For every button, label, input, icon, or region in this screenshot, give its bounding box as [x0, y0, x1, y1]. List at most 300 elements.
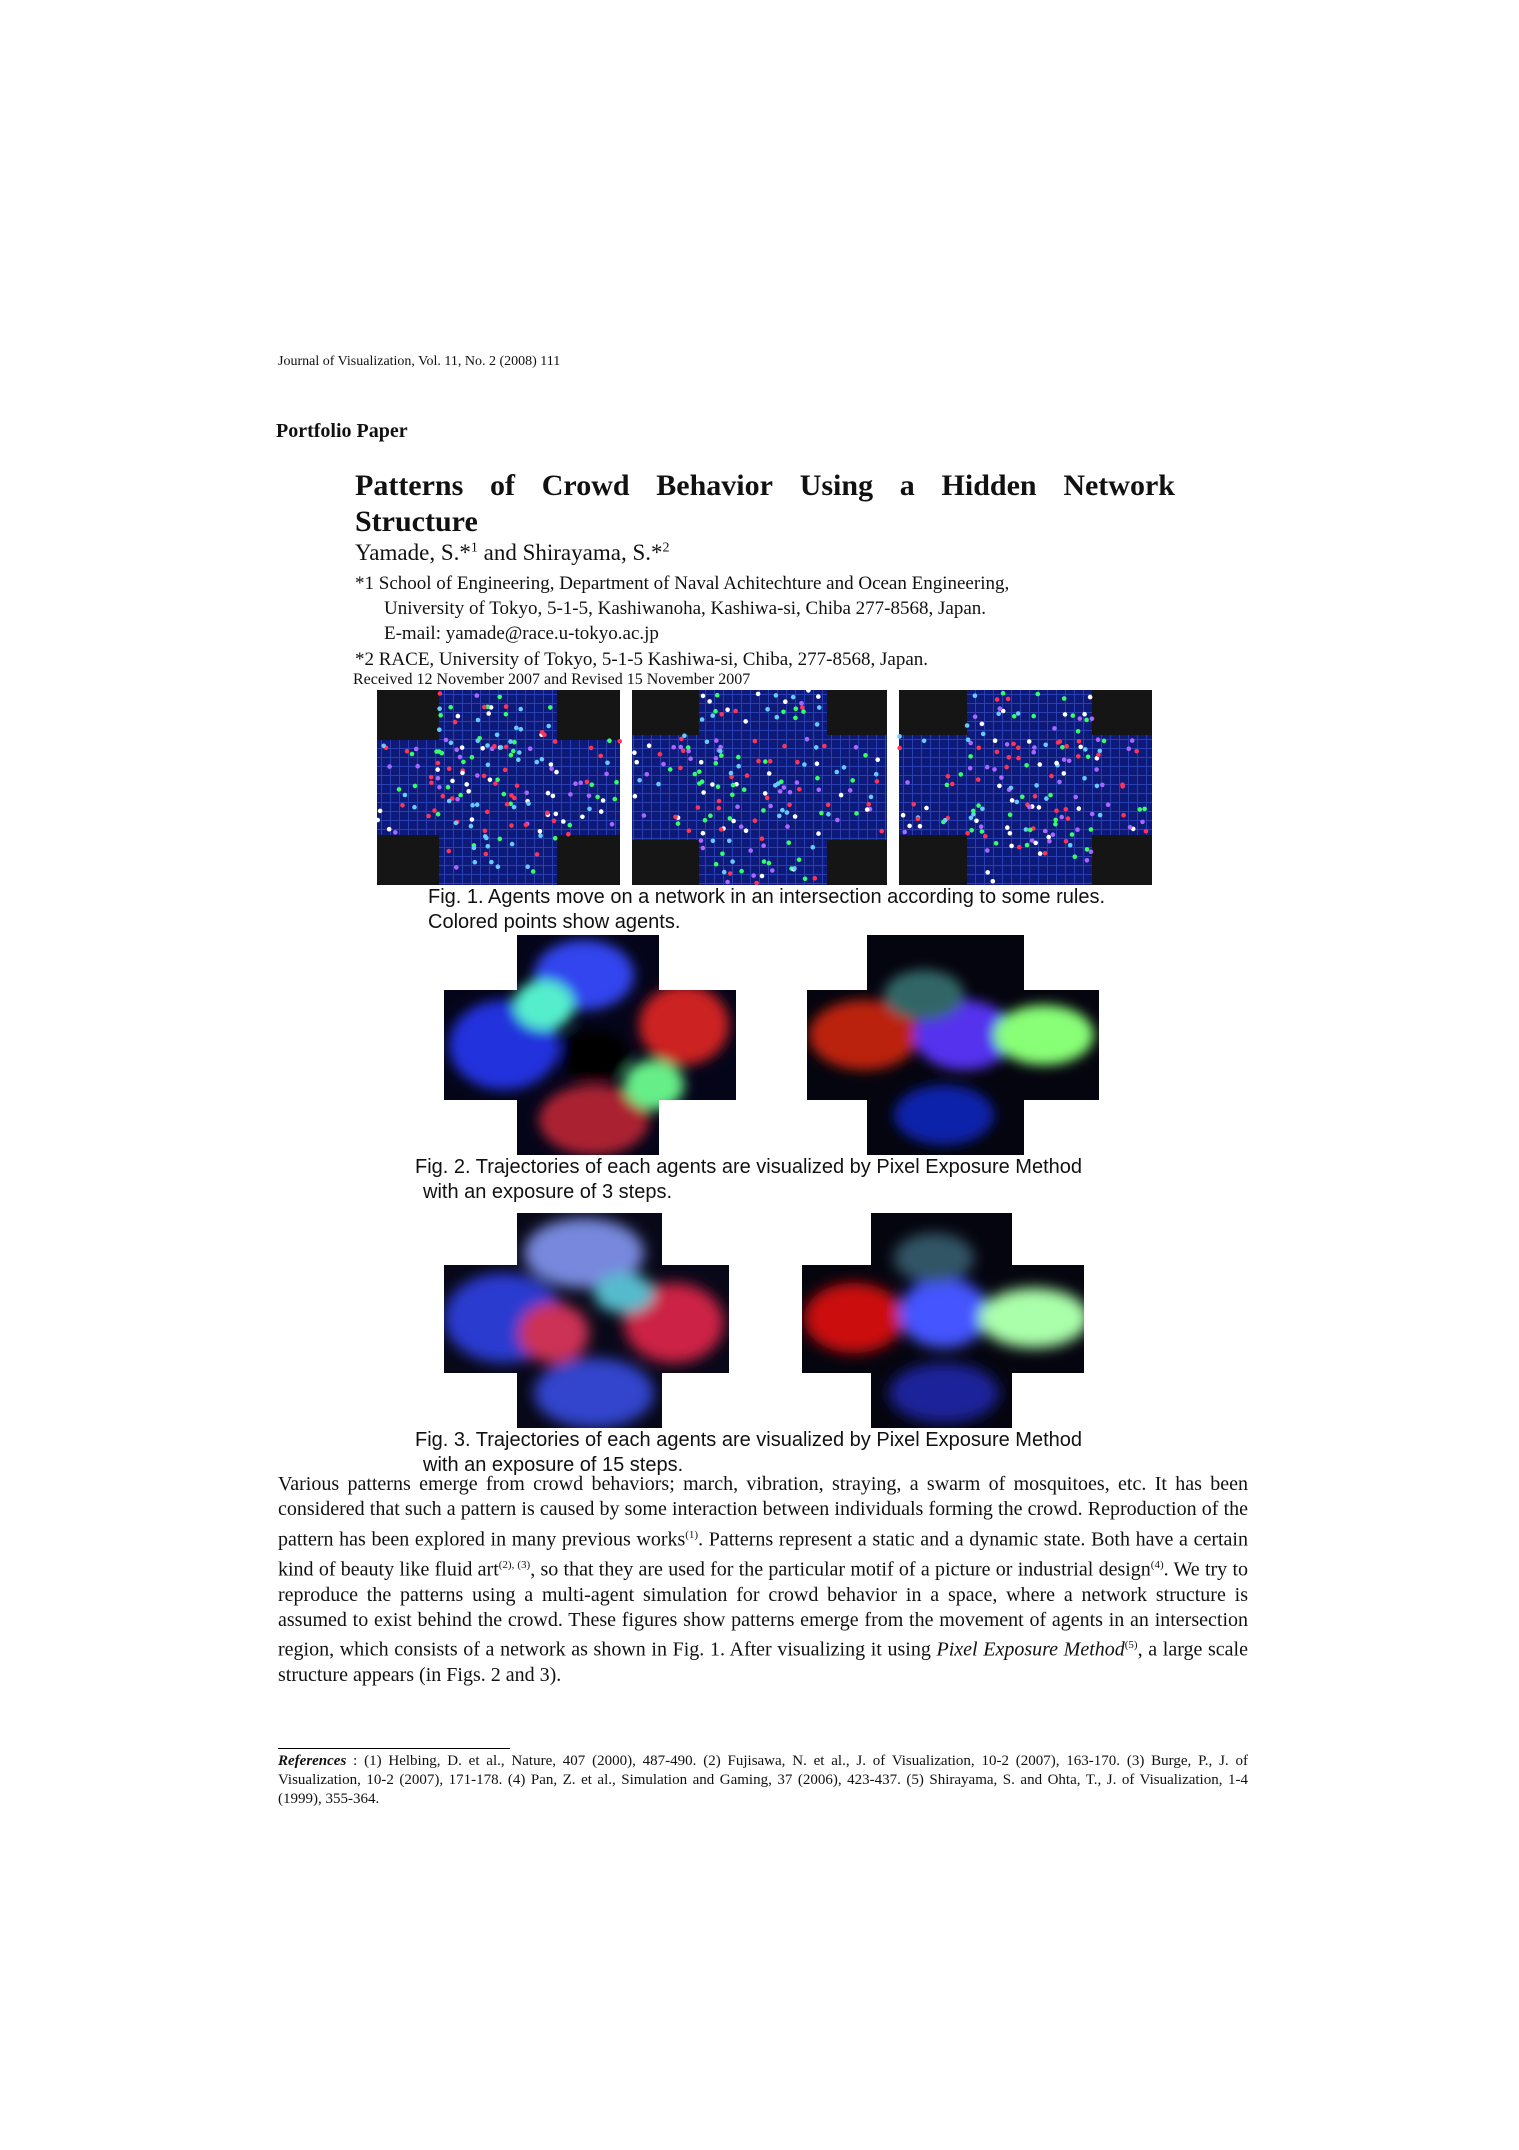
agent-dot	[496, 864, 501, 869]
agent-dot	[450, 779, 455, 784]
agent-dot	[813, 876, 818, 881]
references	[278, 1752, 1248, 1809]
title-word: Hidden	[941, 469, 1037, 502]
agent-dot	[607, 738, 612, 743]
agent-dot	[1053, 818, 1058, 823]
figure-3-image	[444, 1213, 1094, 1428]
agent-dot	[546, 791, 551, 796]
agent-dot	[1076, 729, 1081, 734]
agent-dot	[850, 778, 855, 783]
fig2-panel-a	[444, 935, 736, 1155]
agent-dot	[765, 707, 770, 712]
agent-dot	[781, 710, 786, 715]
agent-dot	[511, 749, 516, 754]
agent-dot	[470, 803, 475, 808]
agent-dot	[429, 775, 434, 780]
agent-dot	[531, 869, 536, 874]
agent-dot	[701, 694, 706, 699]
agent-dot	[472, 846, 477, 851]
agent-dot	[966, 738, 971, 743]
agent-dot	[1090, 812, 1095, 817]
agent-dot	[1020, 795, 1025, 800]
agent-dot	[512, 740, 517, 745]
agent-dot	[826, 812, 831, 817]
agent-dot	[1005, 742, 1010, 747]
agent-dot	[761, 808, 766, 813]
agent-dot	[717, 806, 722, 811]
agent-dot	[679, 737, 684, 742]
agent-dot	[1049, 774, 1054, 779]
references-text: : (1) Helbing, D. et al., Nature, 407 (2000), 487-490. (2) Fujisawa, N. et al., J. of Visualization, 10-2 (2007), 163-170. (3) Burge, P., J. of Visualization, 10-2 (2007), 171-178. (4) Pan, Z. et al., Simulation and Gaming, 37 (2006), 423-437. (5) Shirayama, S. and Ohta, T., J. of Visualization, 1-4 (1999), 355-364.	[278, 1753, 1248, 1807]
journal-header: Journal of Visualization, Vol. 11, No. 2 (2008) 111	[278, 354, 561, 369]
agent-dot	[504, 704, 509, 709]
agent-dot	[924, 806, 929, 811]
agent-dot	[1077, 739, 1082, 744]
agent-dot	[514, 726, 519, 731]
agent-dot	[717, 799, 722, 804]
agent-dot	[835, 770, 840, 775]
agent-dot	[599, 809, 604, 814]
agent-dot	[578, 781, 583, 786]
agent-dot	[791, 695, 796, 700]
agent-dot	[968, 766, 973, 771]
agent-dot	[645, 772, 650, 777]
agent-dot	[1098, 749, 1103, 754]
agent-dot	[1142, 807, 1147, 812]
agent-dot	[697, 769, 702, 774]
citation-5: (5)	[1124, 1639, 1138, 1652]
agent-dot	[995, 697, 1000, 702]
agent-dot	[413, 784, 418, 789]
agent-dot	[554, 770, 559, 775]
agent-dot	[499, 745, 504, 750]
agent-dot	[731, 819, 736, 824]
agent-dot	[842, 765, 847, 770]
agent-dot	[1138, 807, 1143, 812]
agent-dot	[981, 732, 986, 737]
title-line-2: Structure	[355, 505, 478, 538]
agent-dot	[477, 736, 482, 741]
figure-1-caption-line-1: Fig. 1. Agents move on a network in an intersection according to some rules.	[428, 886, 1106, 908]
agent-dot	[792, 866, 797, 871]
agent-dot	[1106, 802, 1111, 807]
agent-dot	[548, 705, 553, 710]
agent-dot	[1028, 828, 1033, 833]
agent-dot	[730, 793, 735, 798]
agent-dot	[453, 720, 458, 725]
agent-dot	[905, 780, 910, 785]
agent-dot	[1102, 739, 1107, 744]
agent-dot	[508, 739, 513, 744]
title-word: Using	[799, 469, 874, 502]
agent-dot	[785, 810, 790, 815]
agent-dot	[816, 694, 821, 699]
agent-dot	[731, 783, 736, 788]
agent-dot	[976, 777, 981, 782]
agent-dot	[590, 782, 595, 787]
figure-1-caption-line-2: Colored points show agents.	[428, 911, 681, 933]
agent-dot	[1009, 844, 1014, 849]
agent-dot	[381, 744, 386, 749]
agent-dot	[793, 716, 798, 721]
agent-dot	[687, 828, 692, 833]
affiliation-1: *1 School of Engineering, Department of Naval Achitechture and Ocean Engineering,	[355, 573, 1010, 594]
citation-4: (4)	[1150, 1558, 1164, 1571]
agent-dot	[483, 834, 488, 839]
agent-dot	[787, 840, 792, 845]
title-word: Patterns	[355, 469, 464, 502]
figure-3-caption-line-1: Fig. 3. Trajectories of each agents are visualized by Pixel Exposure Method	[415, 1429, 1083, 1451]
agent-dot	[782, 785, 787, 790]
agent-dot	[1059, 815, 1064, 820]
agent-dot	[699, 760, 704, 765]
agent-dot	[748, 848, 753, 853]
agent-dot	[545, 811, 550, 816]
agent-dot	[770, 868, 775, 873]
agent-dot	[993, 738, 998, 743]
agent-dot	[535, 760, 540, 765]
agent-dot	[516, 757, 521, 762]
agent-dot	[819, 811, 824, 816]
agent-dot	[1011, 742, 1016, 747]
agent-dot	[436, 776, 441, 781]
agent-dot	[736, 764, 741, 769]
agent-dot	[826, 803, 831, 808]
agent-dot	[466, 789, 471, 794]
agent-dot	[780, 808, 785, 813]
agent-dot	[1089, 827, 1094, 832]
received-date: Received 12 November 2007 and Revised 15 November 2007	[353, 671, 751, 688]
agent-dot	[817, 705, 822, 710]
agent-dot	[512, 796, 517, 801]
agent-dot	[1031, 750, 1036, 755]
agent-dot	[633, 794, 638, 799]
agent-dot	[973, 693, 978, 698]
agent-dot	[598, 754, 603, 759]
agent-dot	[517, 750, 522, 755]
agent-dot	[713, 709, 718, 714]
agent-dot	[785, 824, 790, 829]
agent-dot	[634, 760, 639, 765]
agent-dot	[405, 749, 410, 754]
agent-dot	[441, 794, 446, 799]
agent-dot	[811, 845, 816, 850]
agent-dot	[1007, 755, 1012, 760]
agent-dot	[1025, 843, 1030, 848]
agent-dot	[822, 744, 827, 749]
agent-dot	[1036, 692, 1041, 697]
agent-dot	[999, 775, 1004, 780]
agent-dot	[476, 718, 481, 723]
agent-dot	[426, 814, 431, 819]
agent-dot	[661, 762, 666, 767]
agent-dot	[801, 709, 806, 714]
agent-dot	[526, 801, 531, 806]
agent-dot	[815, 776, 820, 781]
agent-dot	[775, 715, 780, 720]
agent-dot	[438, 691, 443, 696]
agent-dot	[524, 791, 529, 796]
agent-dot	[995, 750, 1000, 755]
agent-dot	[1098, 813, 1103, 818]
agent-dot	[469, 824, 474, 829]
agent-dot	[512, 805, 517, 810]
agent-dot	[1015, 800, 1020, 805]
agent-dot	[614, 780, 619, 785]
agent-dot	[504, 745, 509, 750]
agent-dot	[486, 844, 491, 849]
agent-dot	[515, 784, 520, 789]
title-word: a	[899, 469, 915, 502]
agent-dot	[573, 781, 578, 786]
figure-3-caption	[415, 1428, 1082, 1478]
fig3-panel-b	[802, 1213, 1094, 1428]
agent-dot	[728, 871, 733, 876]
agent-dot	[874, 772, 879, 777]
agent-dot	[1053, 822, 1058, 827]
agent-dot	[802, 762, 807, 767]
agent-dot	[765, 796, 770, 801]
agent-dot	[968, 754, 973, 759]
agent-dot	[647, 743, 652, 748]
fig2-panel-b	[807, 935, 1099, 1155]
agent-dot	[711, 839, 716, 844]
agent-dot	[387, 764, 392, 769]
fig1-panel-c	[899, 690, 1152, 885]
agent-dot	[585, 780, 590, 785]
agent-dot	[524, 823, 529, 828]
agent-dot	[483, 829, 488, 834]
agent-dot	[1047, 839, 1052, 844]
agent-dot	[901, 813, 906, 818]
agent-dot	[965, 831, 970, 836]
agent-dot	[549, 766, 554, 771]
citation-2-3: (2), (3)	[498, 1558, 531, 1571]
agent-dot	[814, 745, 819, 750]
agent-dot	[950, 782, 955, 787]
agent-dot	[714, 862, 719, 867]
agent-dot	[710, 782, 715, 787]
author-2: and Shirayama, S.*	[477, 540, 663, 565]
agent-dot	[475, 773, 480, 778]
agent-dot	[1140, 820, 1145, 825]
agent-dot	[1001, 691, 1006, 696]
title-word: Network	[1063, 469, 1175, 502]
agent-dot	[454, 821, 459, 826]
agent-dot	[701, 790, 706, 795]
agent-dot	[546, 724, 551, 729]
agent-dot	[1037, 805, 1042, 810]
agent-dot	[703, 818, 708, 823]
references-label: References	[278, 1753, 347, 1769]
agent-dot	[410, 752, 415, 757]
agent-dot	[991, 879, 996, 884]
title-word: Behavior	[656, 469, 773, 502]
agent-dot	[1128, 825, 1133, 830]
agent-dot	[735, 804, 740, 809]
agent-dot	[897, 734, 902, 739]
body-text-1: Various patterns emerge from crowd behaviors; march, vibration, straying, a swarm of mosquitoes, etc. It has been considered that such a pattern is caused by some interaction between individuals forming the crowd. Reproduction of the pattern has been explored in many previous works	[278, 1473, 1248, 1551]
agent-dot	[756, 759, 761, 764]
agent-dot	[535, 852, 540, 857]
agent-dot	[1073, 854, 1078, 859]
agent-dot	[387, 827, 392, 832]
agent-dot	[696, 805, 701, 810]
agent-dot	[1048, 793, 1053, 798]
agent-dot	[461, 760, 466, 765]
agent-dot	[762, 859, 767, 864]
agent-dot	[1046, 835, 1051, 840]
agent-dot	[778, 789, 783, 794]
agent-dot	[1063, 712, 1068, 717]
figure-2-caption-line-2: with an exposure of 3 steps.	[423, 1181, 673, 1203]
agent-dot	[865, 807, 870, 812]
agent-dot	[686, 745, 691, 750]
agent-dot	[705, 740, 710, 745]
agent-dot	[763, 759, 768, 764]
agent-dot	[1086, 755, 1091, 760]
agent-dot	[701, 831, 706, 836]
agent-dot	[756, 692, 761, 697]
agent-dot	[397, 787, 402, 792]
agent-dot	[473, 860, 478, 865]
agent-dot	[1008, 813, 1013, 818]
agent-dot	[1064, 807, 1069, 812]
title-word: of	[490, 469, 516, 502]
agent-dot	[817, 788, 822, 793]
agent-dot	[589, 746, 594, 751]
agent-dot	[448, 705, 453, 710]
agent-dot	[414, 747, 419, 752]
agent-dot	[1060, 745, 1065, 750]
agent-dot	[437, 785, 442, 790]
agent-dot	[760, 874, 765, 879]
agent-dot	[1083, 747, 1088, 752]
agent-dot	[447, 766, 452, 771]
agent-dot	[779, 779, 784, 784]
agent-dot	[973, 714, 978, 719]
agent-dot	[482, 705, 487, 710]
agent-dot	[492, 744, 497, 749]
agent-dot	[518, 707, 523, 712]
agent-dot	[668, 767, 673, 772]
agent-dot	[753, 818, 758, 823]
agent-dot	[1062, 757, 1067, 762]
agent-dot	[976, 803, 981, 808]
agent-dot	[595, 795, 600, 800]
agent-dot	[1031, 714, 1036, 719]
agent-dot	[863, 753, 868, 758]
agent-dot	[1084, 718, 1089, 723]
agent-dot	[744, 828, 749, 833]
agent-dot	[504, 712, 509, 717]
agent-dot	[869, 795, 874, 800]
figure-2-image	[444, 935, 1099, 1155]
fig1-panel-b	[632, 690, 887, 885]
agent-dot	[1016, 756, 1021, 761]
agent-dot	[922, 739, 927, 744]
agent-dot	[996, 711, 1001, 716]
agent-dot	[1094, 767, 1099, 772]
agent-dot	[1033, 794, 1038, 799]
agent-dot	[1076, 754, 1081, 759]
agent-dot	[1064, 839, 1069, 844]
author-1-mark: 1	[470, 540, 478, 556]
agent-dot	[447, 849, 452, 854]
agent-dot	[447, 799, 452, 804]
agent-dot	[767, 771, 772, 776]
agent-dot	[763, 791, 768, 796]
agent-dot	[475, 693, 480, 698]
body-text-5: , a large scale structure appears (in Figs. 2 and 3).	[278, 1638, 1248, 1687]
agent-dot	[980, 807, 985, 812]
agent-dot	[540, 757, 545, 762]
agent-dot	[1120, 782, 1125, 787]
agent-dot	[979, 824, 984, 829]
agent-dot	[714, 756, 719, 761]
agent-dot	[642, 813, 647, 818]
agent-dot	[1130, 738, 1135, 743]
agent-dot	[568, 823, 573, 828]
agent-dot	[800, 705, 805, 710]
agent-dot	[879, 829, 884, 834]
agent-dot	[519, 727, 524, 732]
agent-dot	[1008, 831, 1013, 836]
agent-dot	[745, 773, 750, 778]
agent-dot	[733, 709, 738, 714]
agent-dot	[1009, 786, 1014, 791]
agent-dot	[458, 793, 463, 798]
agent-dot	[902, 830, 907, 835]
paper-title	[355, 468, 1175, 540]
agent-dot	[1071, 713, 1076, 718]
citation-1: (1)	[685, 1528, 699, 1541]
agent-dot	[795, 760, 800, 765]
body-text-3: , so that they are used for the particular motif of a picture or industrial design	[530, 1558, 1151, 1581]
agent-dot	[714, 761, 719, 766]
agent-dot	[551, 794, 556, 799]
agent-dot	[700, 717, 705, 722]
agent-dot	[678, 766, 683, 771]
agent-dot	[605, 761, 610, 766]
figure-3-caption-line-2: with an exposure of 15 steps.	[423, 1454, 684, 1476]
agent-dot	[1096, 737, 1101, 742]
affiliation-2: *2 RACE, University of Tokyo, 5-1-5 Kashiwa-si, Chiba, 277-8568, Japan.	[355, 649, 929, 670]
agent-dot	[495, 778, 500, 783]
agent-dot	[715, 693, 720, 698]
agent-dot	[743, 719, 748, 724]
agent-dot	[656, 782, 661, 787]
agent-dot	[485, 743, 490, 748]
agent-dot	[718, 745, 723, 750]
agent-dot	[1078, 716, 1083, 721]
agent-dot	[1070, 832, 1075, 837]
title-word: Crowd	[541, 469, 630, 502]
agent-dot	[946, 774, 951, 779]
agent-dot	[794, 706, 799, 711]
agent-dot	[707, 699, 712, 704]
agent-dot	[613, 797, 618, 802]
agent-dot	[708, 813, 713, 818]
agent-dot	[1100, 783, 1105, 788]
agent-dot	[1043, 743, 1048, 748]
agent-dot	[768, 804, 773, 809]
agent-dot	[437, 749, 442, 754]
agent-dot	[495, 733, 500, 738]
agent-dot	[498, 837, 503, 842]
author-1: Yamade, S.*	[355, 540, 471, 565]
agent-dot	[985, 870, 990, 875]
